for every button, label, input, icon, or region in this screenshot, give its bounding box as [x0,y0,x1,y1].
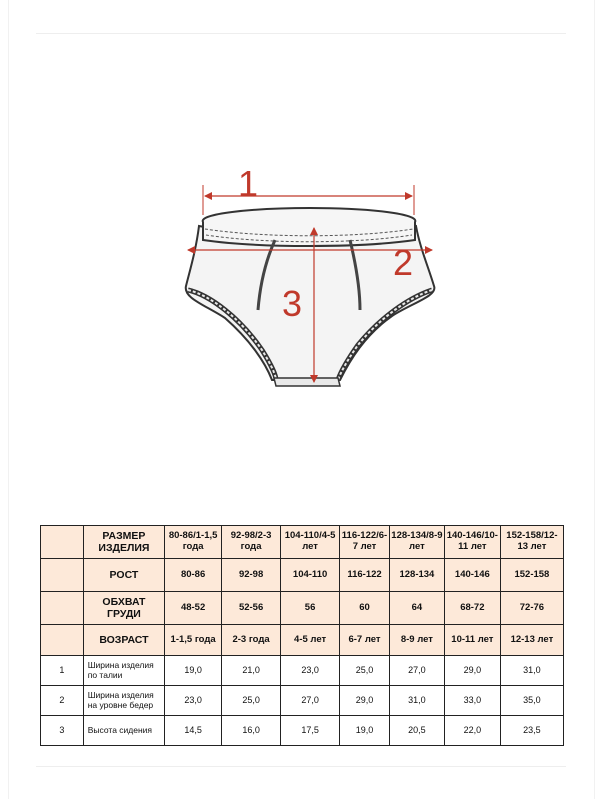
empty-cell [41,559,84,592]
size-cell: 92-98/2-3 года [222,526,281,559]
briefs-garment [186,208,435,386]
size-cell: 8-9 лет [389,625,444,656]
measurement-value: 23,0 [281,656,340,686]
size-cell: 92-98 [222,559,281,592]
measurement-number: 2 [41,686,84,716]
measurement-value: 25,0 [222,686,281,716]
measurement-value: 27,0 [389,656,444,686]
size-cell: 140-146/10-11 лет [444,526,500,559]
measurement-description: Ширина изделия по талии [83,656,164,686]
measurement-value: 25,0 [340,656,390,686]
measurement-row [41,716,564,746]
size-cell: 116-122/6-7 лет [340,526,390,559]
measurement-description: Высота сидения [83,716,164,746]
measurement-value: 14,5 [165,716,222,746]
measurement-value: 31,0 [389,686,444,716]
measurement-value: 19,0 [165,656,222,686]
measurement-value: 23,5 [500,716,563,746]
row-label: ОБХВАТ ГРУДИ [83,592,164,625]
label-3: 3 [282,283,303,324]
measurement-description: Ширина изделия на уровне бедер [83,686,164,716]
measurement-value: 29,0 [340,686,390,716]
size-cell: 152-158/12-13 лет [500,526,563,559]
measurement-value: 16,0 [222,716,281,746]
row-label: РАЗМЕР ИЗДЕЛИЯ [83,526,164,559]
size-cell: 104-110 [281,559,340,592]
measurement-value: 19,0 [340,716,390,746]
measurement-value: 17,5 [281,716,340,746]
size-cell: 72-76 [500,592,563,625]
measurement-number: 1 [41,656,84,686]
measurement-row [41,656,564,686]
label-1: 1 [238,163,259,204]
row-label: РОСТ [83,559,164,592]
measurement-value: 35,0 [500,686,563,716]
header-row [41,592,564,625]
header-row [41,526,564,559]
row-label: ВОЗРАСТ [83,625,164,656]
size-cell: 128-134/8-9 лет [389,526,444,559]
empty-cell [41,526,84,559]
size-chart-table [40,525,564,746]
measurement-number: 3 [41,716,84,746]
size-cell: 12-13 лет [500,625,563,656]
size-cell: 68-72 [444,592,500,625]
measurement-row [41,686,564,716]
size-cell: 152-158 [500,559,563,592]
size-cell: 56 [281,592,340,625]
header-row [41,559,564,592]
empty-cell [41,592,84,625]
size-cell: 48-52 [165,592,222,625]
size-cell: 60 [340,592,390,625]
size-cell: 80-86 [165,559,222,592]
size-cell: 52-56 [222,592,281,625]
measurement-value: 31,0 [500,656,563,686]
size-cell: 6-7 лет [340,625,390,656]
label-2: 2 [393,242,414,283]
measurement-value: 20,5 [389,716,444,746]
size-cell: 2-3 года [222,625,281,656]
header-row [41,625,564,656]
size-cell: 104-110/4-5 лет [281,526,340,559]
measurement-value: 23,0 [165,686,222,716]
size-cell: 140-146 [444,559,500,592]
measurement-value: 21,0 [222,656,281,686]
empty-cell [41,625,84,656]
size-cell: 80-86/1-1,5 года [165,526,222,559]
size-cell: 128-134 [389,559,444,592]
size-cell: 64 [389,592,444,625]
measurement-value: 27,0 [281,686,340,716]
measurement-value: 22,0 [444,716,500,746]
size-cell: 4-5 лет [281,625,340,656]
size-cell: 10-11 лет [444,625,500,656]
measurement-value: 29,0 [444,656,500,686]
size-cell: 1-1,5 года [165,625,222,656]
measurement-value: 33,0 [444,686,500,716]
bottom-divider [36,766,566,767]
size-cell: 116-122 [340,559,390,592]
